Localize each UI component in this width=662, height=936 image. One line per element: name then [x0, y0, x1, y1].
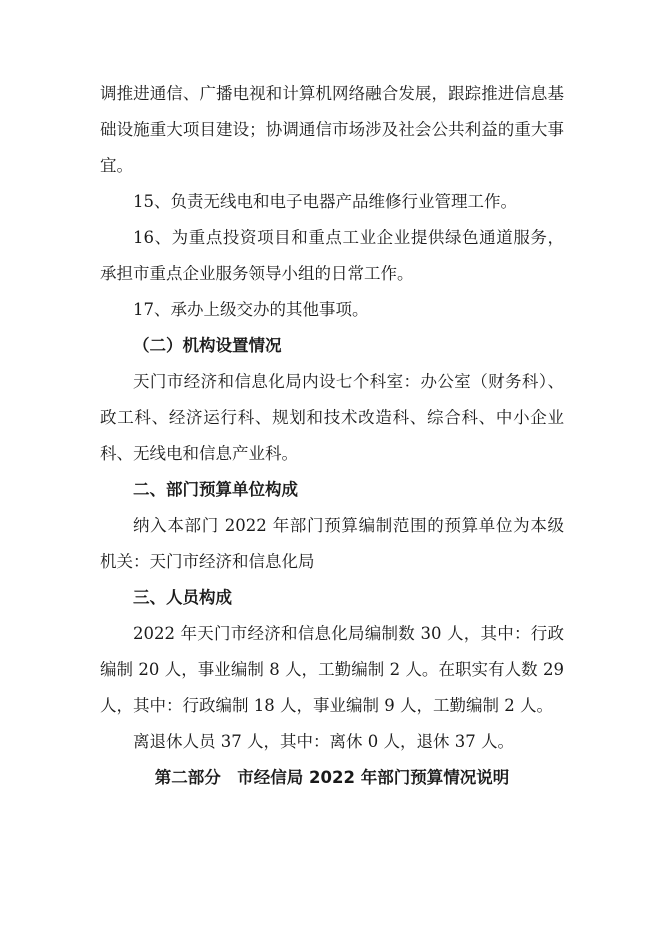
section-heading-institution: （二）机构设置情况	[133, 336, 282, 355]
list-item-15: 15、负责无线电和电子电器产品维修行业管理工作。	[133, 192, 517, 211]
part-two-title: 第二部分 市经信局 2022 年部门预算情况说明	[154, 768, 510, 787]
institution-paragraph: 天门市经济和信息化局内设七个科室：办公室（财务科）、政工科、经济运行科、规划和技术改造科、综合科、中小企业科、无线电和信息产业科。	[100, 372, 564, 463]
paragraph-continuation: 调推进通信、广播电视和计算机网络融合发展，跟踪推进信息基础设施重大项目建设；协调通信市场涉及社会公共利益的重大事宜。	[100, 84, 564, 175]
section-heading-staff: 三、人员构成	[133, 588, 232, 607]
list-item-16: 16、为重点投资项目和重点工业企业提供绿色通道服务，承担市重点企业服务领导小组的日常工作。	[100, 228, 564, 283]
document-body	[100, 76, 564, 796]
list-item-17: 17、承办上级交办的其他事项。	[133, 300, 369, 319]
retirees-paragraph: 离退休人员 37 人，其中：离休 0 人，退休 37 人。	[133, 732, 514, 751]
staff-paragraph: 2022 年天门市经济和信息化局编制数 30 人，其中：行政编制 20 人，事业编制 8 人，工勤编制 2 人。在职实有人数 29 人，其中：行政编制 18 人，事业编制 9 人，工勤编制 2 人。	[100, 624, 564, 715]
section-heading-budget-units: 二、部门预算单位构成	[133, 480, 298, 499]
budget-units-paragraph: 纳入本部门 2022 年部门预算编制范围的预算单位为本级机关：天门市经济和信息化局	[100, 516, 564, 571]
